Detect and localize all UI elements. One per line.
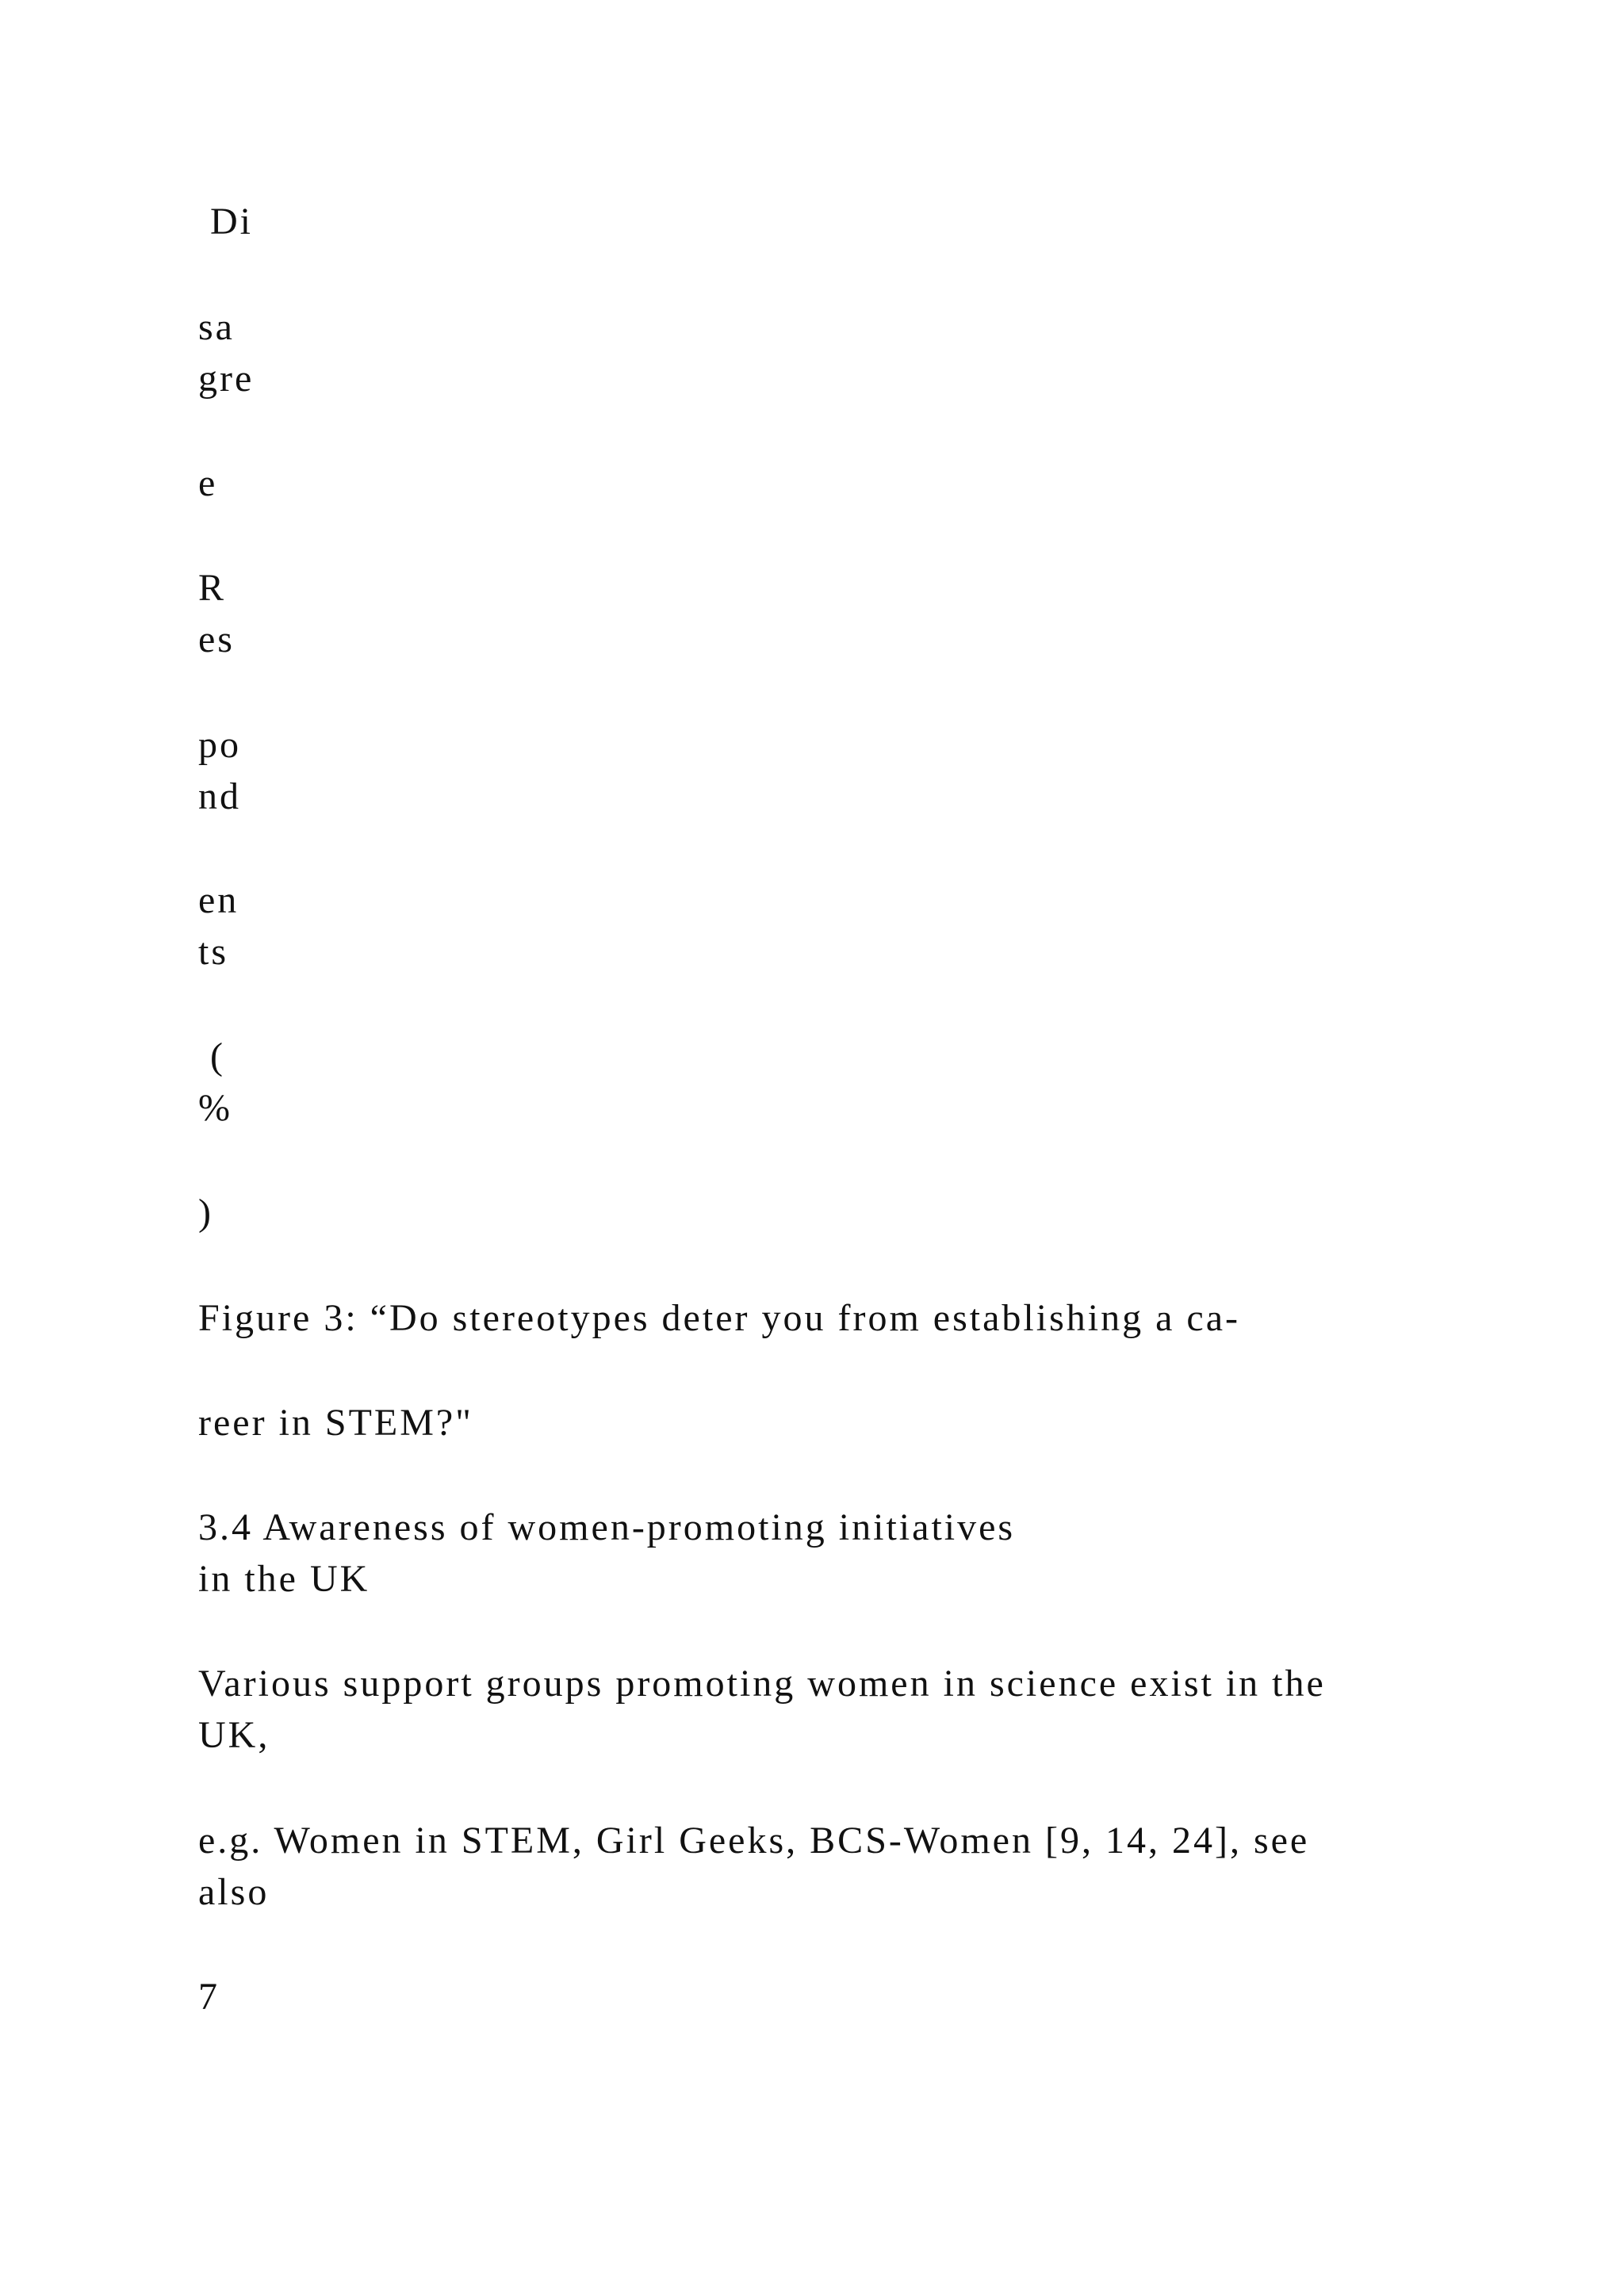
axis-fragment-8: nd	[198, 775, 241, 817]
paragraph-line-2: UK,	[198, 1714, 270, 1756]
axis-fragment-5: R	[198, 567, 227, 609]
axis-fragment-11: (	[198, 1035, 225, 1077]
axis-fragment-4: e	[198, 462, 218, 504]
axis-fragment-1: Di	[198, 201, 253, 243]
figure-caption-line-1: Figure 3: “Do stereotypes deter you from establishing a ca-	[198, 1297, 1240, 1339]
page-number: 7	[198, 1976, 220, 2018]
axis-fragment-2: sa	[198, 306, 235, 348]
axis-fragment-12: %	[198, 1087, 232, 1129]
axis-fragment-7: po	[198, 724, 241, 766]
axis-fragment-13: )	[198, 1192, 213, 1234]
axis-fragment-9: en	[198, 879, 239, 921]
paragraph-line-1: Various support groups promoting women in science exist in the	[198, 1663, 1326, 1705]
axis-fragment-6: es	[198, 618, 235, 660]
paragraph-line-4: also	[198, 1871, 270, 1913]
paragraph-line-3: e.g. Women in STEM, Girl Geeks, BCS-Women [9, 14, 24], see	[198, 1820, 1310, 1862]
axis-fragment-3: gre	[198, 358, 255, 400]
figure-caption-line-2: reer in STEM?"	[198, 1402, 473, 1444]
axis-fragment-10: ts	[198, 931, 229, 973]
section-heading-line-2: in the UK	[198, 1558, 370, 1600]
section-heading-line-1: 3.4 Awareness of women-promoting initiatives	[198, 1506, 1016, 1548]
